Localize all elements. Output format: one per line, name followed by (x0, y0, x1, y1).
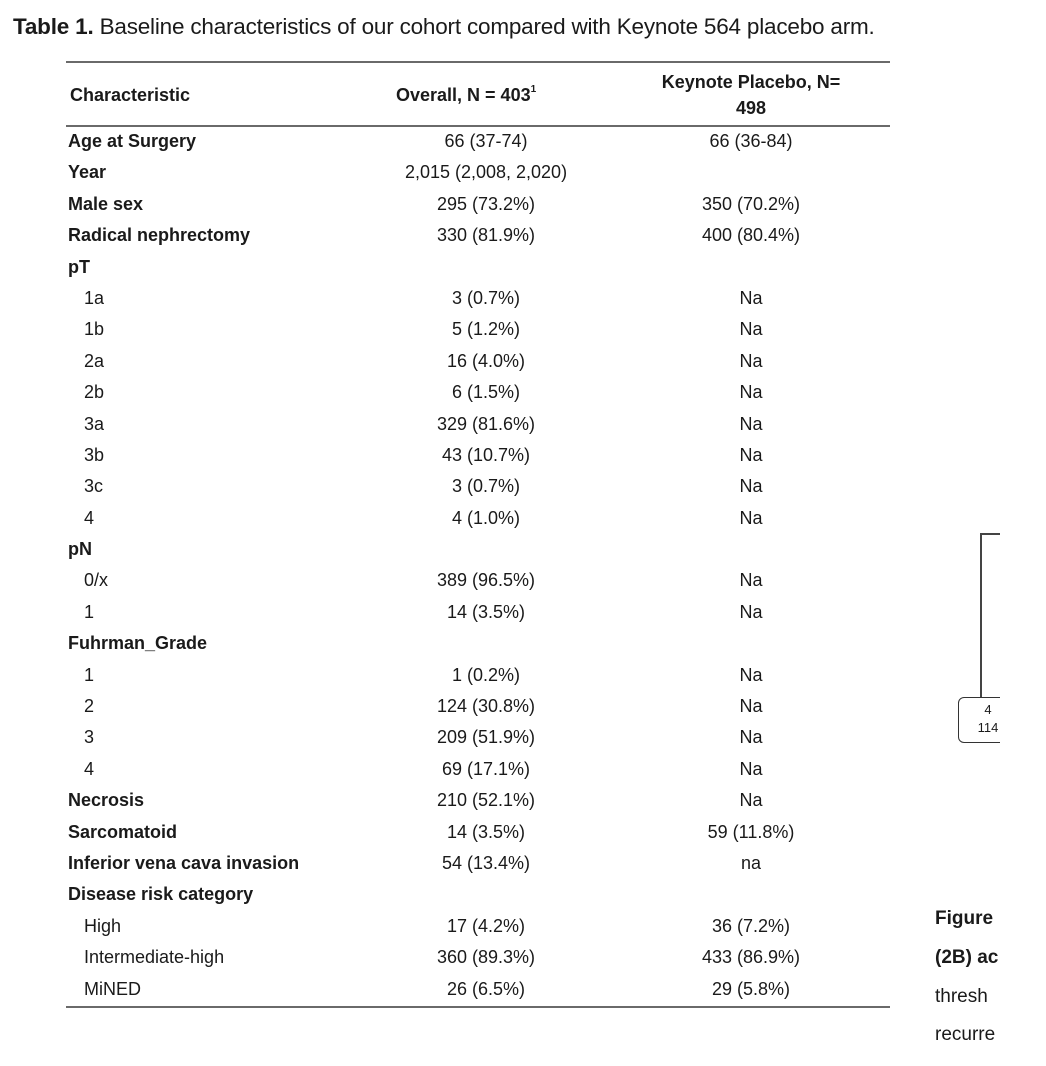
table-row (66, 472, 890, 503)
row-keynote-value: Na (739, 696, 763, 717)
row-label: 2a (84, 350, 105, 371)
table-caption (13, 14, 875, 40)
row-keynote-value: na (740, 852, 762, 873)
row-overall-value: 329 (81.6%) (436, 413, 536, 434)
row-label: Age at Surgery (68, 131, 197, 151)
row-keynote-value: 66 (36-84) (709, 131, 793, 151)
row-overall-value: 2,015 (2,008, 2,020) (404, 162, 568, 183)
row-keynote-value: Na (739, 570, 763, 591)
header-keynote-line2: 498 (735, 98, 767, 118)
row-keynote-value: Na (739, 350, 763, 371)
row-overall-value: 17 (4.2%) (446, 915, 526, 936)
row-label: 3c (84, 476, 104, 497)
flow-connector-vertical (980, 533, 982, 698)
row-keynote-value: Na (739, 476, 763, 497)
table-row (66, 378, 890, 409)
row-overall-value: 16 (4.0%) (446, 350, 526, 371)
header-overall-text: Overall, N = 403 (396, 85, 531, 105)
table-row (66, 849, 890, 880)
row-keynote-value: 36 (7.2%) (711, 915, 791, 936)
header-characteristic: Characteristic (70, 85, 191, 105)
table-body (66, 127, 890, 1008)
row-keynote-value: 433 (86.9%) (701, 947, 801, 968)
table-row (66, 692, 890, 723)
row-keynote-value: 350 (70.2%) (701, 193, 801, 214)
table-row (66, 912, 890, 943)
row-label: Inferior vena cava invasion (68, 852, 300, 873)
table-row (66, 504, 890, 535)
row-label: Male sex (68, 193, 144, 214)
table-header (66, 63, 890, 127)
row-overall-value: 26 (6.5%) (446, 978, 526, 999)
table-row (66, 598, 890, 629)
row-overall-value: 3 (0.7%) (451, 476, 521, 497)
row-keynote-value: Na (739, 382, 763, 403)
row-overall-value: 4 (1.0%) (451, 507, 521, 528)
baseline-table (66, 61, 890, 1008)
row-overall-value: 124 (30.8%) (436, 696, 536, 717)
row-label: Radical nephrectomy (68, 225, 251, 246)
table-row (66, 535, 890, 566)
table-row (66, 127, 890, 158)
row-keynote-value: Na (739, 790, 763, 811)
row-keynote-value: 400 (80.4%) (701, 225, 801, 246)
row-overall-value: 210 (52.1%) (436, 790, 536, 811)
table-row (66, 880, 890, 911)
row-overall-value: 66 (37-74) (444, 131, 528, 151)
row-label: Sarcomatoid (68, 821, 178, 842)
row-label: Necrosis (68, 790, 145, 811)
row-overall-value: 14 (3.5%) (446, 821, 526, 842)
figure-caption-line3: thresh (935, 986, 988, 1007)
figure-caption-line1: Figure (935, 908, 994, 929)
row-overall-value: 330 (81.9%) (436, 225, 536, 246)
row-label: 1a (84, 287, 105, 308)
header-keynote (636, 69, 866, 121)
table-row (66, 975, 890, 1006)
row-overall-value: 360 (89.3%) (436, 947, 536, 968)
table-row (66, 566, 890, 597)
table-row (66, 284, 890, 315)
row-overall-value: 1 (0.2%) (451, 664, 521, 685)
figure-caption-line2: (2B) ac (935, 947, 999, 968)
flow-node-line1: 4 (984, 702, 992, 717)
row-label: 2b (84, 382, 105, 403)
row-overall-value: 43 (10.7%) (441, 444, 531, 465)
table-row (66, 158, 890, 189)
table-row (66, 315, 890, 346)
flow-node-line2: 114 (977, 720, 999, 735)
row-label: 3 (84, 727, 95, 748)
row-keynote-value: 59 (11.8%) (707, 821, 795, 842)
header-keynote-line1: Keynote Placebo, N= (661, 72, 841, 92)
row-label: 1b (84, 319, 105, 340)
table-row (66, 441, 890, 472)
table-row (66, 629, 890, 660)
row-label: Disease risk category (68, 884, 254, 905)
row-keynote-value: Na (739, 758, 763, 779)
header-overall (396, 85, 536, 106)
row-label: 4 (84, 758, 95, 779)
row-label: Year (68, 162, 107, 183)
figure-caption-line4: recurre (935, 1024, 996, 1045)
table-row (66, 347, 890, 378)
row-overall-value: 54 (13.4%) (441, 852, 531, 873)
row-overall-value: 5 (1.2%) (451, 319, 521, 340)
table-row (66, 190, 890, 221)
row-overall-value: 295 (73.2%) (436, 193, 536, 214)
table-row (66, 943, 890, 974)
row-keynote-value: Na (739, 601, 763, 622)
row-label: 4 (84, 507, 95, 528)
row-label: 3b (84, 444, 105, 465)
row-label: 1 (84, 664, 95, 685)
row-keynote-value: Na (739, 727, 763, 748)
row-overall-value: 69 (17.1%) (441, 758, 531, 779)
row-overall-value: 14 (3.5%) (446, 601, 526, 622)
row-keynote-value: Na (739, 507, 763, 528)
row-label: pT (68, 256, 90, 277)
caption-text: Baseline characteristics of our cohort compared with Keynote 564 placebo arm. (99, 14, 875, 39)
header-overall-footnote: 1 (530, 84, 537, 95)
table-row (66, 818, 890, 849)
row-label: 0/x (84, 570, 109, 591)
table-row (66, 755, 890, 786)
row-keynote-value: Na (739, 444, 763, 465)
table-row (66, 661, 890, 692)
row-keynote-value: Na (739, 319, 763, 340)
row-keynote-value: Na (739, 413, 763, 434)
caption-label: Table 1. (13, 14, 94, 39)
row-overall-value: 389 (96.5%) (436, 570, 536, 591)
row-label: Intermediate-high (84, 947, 225, 968)
page-edge (1000, 0, 1046, 1066)
row-keynote-value: Na (739, 287, 763, 308)
row-overall-value: 3 (0.7%) (451, 287, 521, 308)
row-label: pN (68, 539, 92, 560)
row-keynote-value: 29 (5.8%) (711, 978, 791, 999)
row-overall-value: 6 (1.5%) (451, 382, 521, 403)
row-keynote-value: Na (739, 664, 763, 685)
row-overall-value: 209 (51.9%) (436, 727, 536, 748)
table-row (66, 253, 890, 284)
row-label: 1 (84, 601, 95, 622)
row-label: MiNED (84, 978, 141, 999)
table-row (66, 723, 890, 754)
row-label: Fuhrman_Grade (68, 633, 208, 654)
table-row (66, 221, 890, 252)
row-label: High (84, 915, 122, 936)
table-row (66, 786, 890, 817)
row-label: 3a (84, 413, 105, 434)
row-label: 2 (84, 696, 95, 717)
table-row (66, 410, 890, 441)
